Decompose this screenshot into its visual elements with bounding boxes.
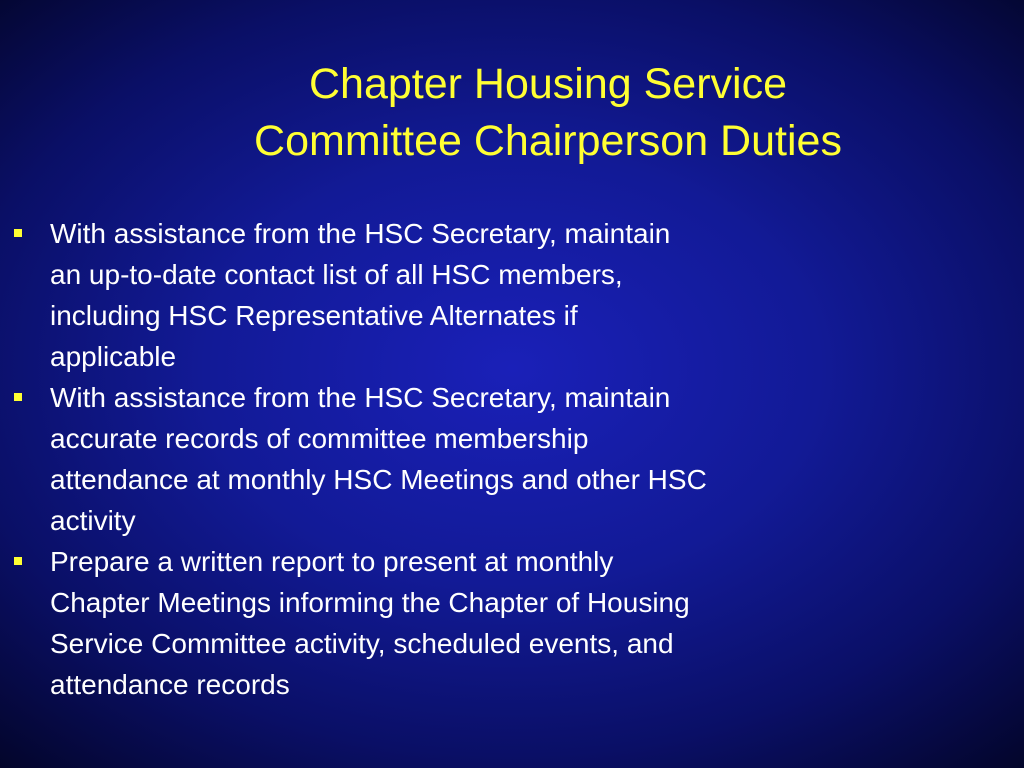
bullet-text-3 — [50, 541, 872, 705]
bullet-2-line-4: activity — [50, 505, 136, 536]
bullet-3-line-3: Service Committee activity, scheduled events, and — [50, 628, 674, 659]
bullet-item-2 — [12, 377, 872, 541]
slide-title-line-2: Committee Chairperson Duties — [254, 117, 842, 165]
bullet-1-line-3: including HSC Representative Alternates if — [50, 300, 578, 331]
bullet-item-1 — [12, 213, 872, 377]
bullet-3-line-2: Chapter Meetings informing the Chapter of Housing — [50, 587, 690, 618]
bullet-2-line-3: attendance at monthly HSC Meetings and other HSC — [50, 464, 707, 495]
bullet-3-line-1: Prepare a written report to present at monthly — [50, 546, 614, 577]
bullet-3-line-4: attendance records — [50, 669, 290, 700]
bullet-text-2 — [50, 377, 872, 541]
bullet-2-line-1: With assistance from the HSC Secretary, maintain — [50, 382, 671, 413]
square-bullet-icon — [14, 229, 22, 237]
bullet-list — [12, 213, 872, 705]
bullet-1-line-2: an up-to-date contact list of all HSC members, — [50, 259, 623, 290]
bullet-1-line-1: With assistance from the HSC Secretary, maintain — [50, 218, 671, 249]
bullet-item-3 — [12, 541, 872, 705]
bullet-text-1 — [50, 213, 872, 377]
square-bullet-icon — [14, 557, 22, 565]
slide-title — [100, 56, 996, 170]
slide-title-line-1: Chapter Housing Service — [308, 60, 788, 108]
square-bullet-icon — [14, 393, 22, 401]
bullet-1-line-4: applicable — [50, 341, 177, 372]
bullet-2-line-2: accurate records of committee membership — [50, 423, 589, 454]
